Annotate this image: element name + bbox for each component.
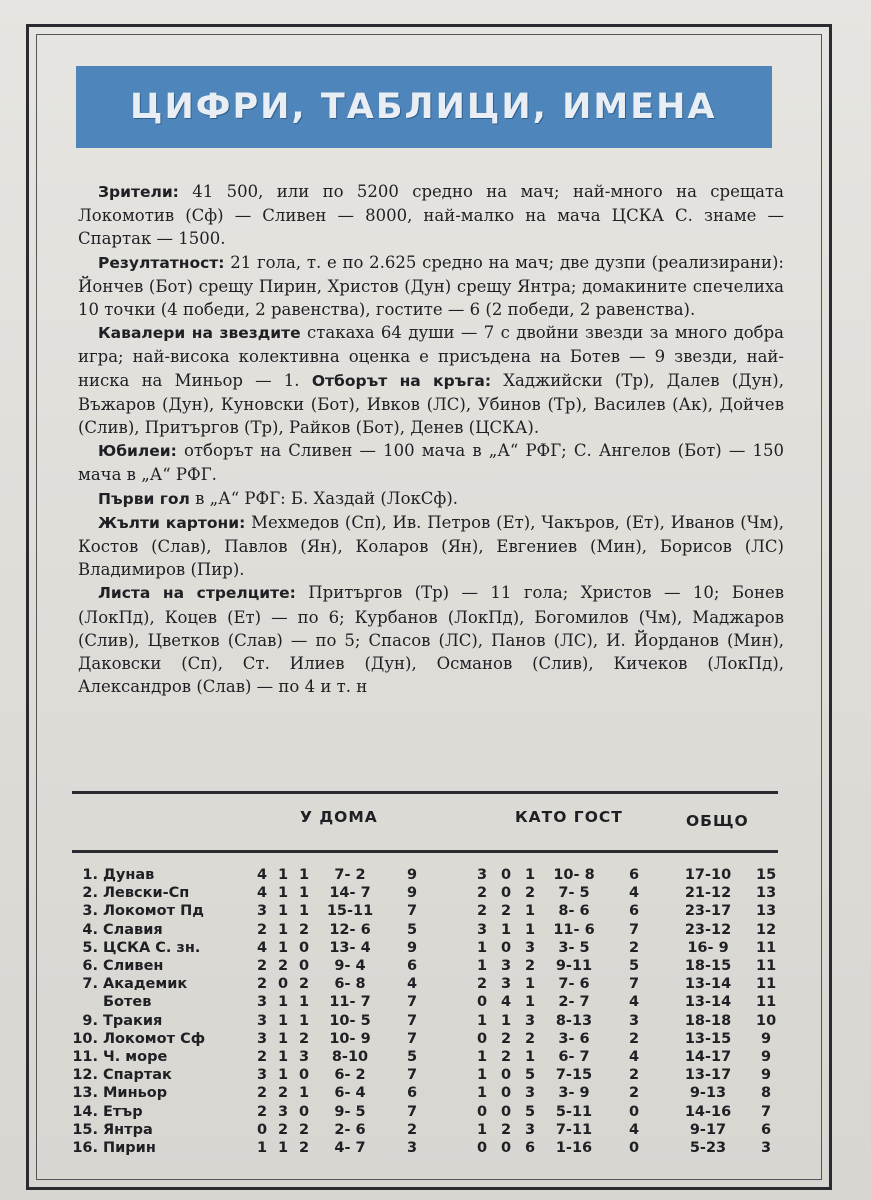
home-points: 7 xyxy=(406,1012,418,1029)
label-scorers: Листа на стрелците: xyxy=(98,584,296,603)
home-draws: 1 xyxy=(277,885,289,902)
table-top-rule xyxy=(72,791,778,794)
page-title: ЦИФРИ, ТАБЛИЦИ, ИМЕНА xyxy=(130,87,717,127)
away-points: 0 xyxy=(628,1140,640,1156)
total-points: 13 xyxy=(756,903,777,920)
home-goals: 10- 5 xyxy=(329,1012,371,1029)
away-wins: 0 xyxy=(476,1030,488,1047)
home-points: 9 xyxy=(406,867,418,883)
total-goals: 5-23 xyxy=(689,1140,727,1156)
away-draws: 1 xyxy=(500,921,512,938)
away-goals: 7-11 xyxy=(555,1121,593,1138)
home-points: 5 xyxy=(406,1049,418,1065)
total-points: 9 xyxy=(760,1030,772,1047)
home-draws: 1 xyxy=(277,903,289,920)
home-draws: 2 xyxy=(277,1085,289,1102)
away-draws: 1 xyxy=(500,1012,512,1029)
home-losses: 1 xyxy=(298,867,310,883)
away-losses: 6 xyxy=(524,1140,536,1156)
away-losses: 1 xyxy=(524,994,536,1011)
away-losses: 5 xyxy=(524,1067,536,1084)
away-losses: 1 xyxy=(524,867,536,883)
home-goals: 7- 2 xyxy=(334,867,366,883)
away-goals: 2- 7 xyxy=(558,994,590,1011)
table-row xyxy=(0,1066,871,1084)
total-points: 15 xyxy=(756,867,777,883)
home-goals: 4- 7 xyxy=(334,1140,366,1156)
away-goals: 7- 5 xyxy=(558,885,590,902)
home-wins: 4 xyxy=(256,939,268,956)
text-stars: стакаха 64 души — 7 с двойни звезди за много добра игра; най-висока колективна оценка е присъдена на Ботев — 9 звезди, най-ниска на Миньор — 1. xyxy=(78,323,785,390)
total-goals: 9-13 xyxy=(689,1085,727,1102)
table-row xyxy=(0,902,871,920)
total-goals: 13-14 xyxy=(684,976,732,993)
home-points: 7 xyxy=(406,1067,418,1084)
away-draws: 0 xyxy=(500,1067,512,1084)
text-yellow-cards: Мехмедов (Сп), Ив. Петров (Ет), Чакъров, (Ет), Иванов (Чм), Костов (Слав), Павлов (Ян), Коларов (Ян), Евгениев (Мин), Борисов (ЛС) Владимиров (Пир). xyxy=(78,512,784,580)
table-row xyxy=(0,1103,871,1121)
home-draws: 1 xyxy=(277,1140,289,1156)
total-points: 9 xyxy=(760,1049,772,1065)
away-points: 5 xyxy=(628,958,640,974)
table-row xyxy=(0,939,871,957)
team-name: Дунав xyxy=(103,867,155,883)
label-scoring: Резултатност: xyxy=(98,253,225,272)
away-losses: 1 xyxy=(524,921,536,938)
home-wins: 2 xyxy=(256,976,268,993)
home-points: 6 xyxy=(406,1085,418,1102)
team-rank: 12. xyxy=(72,1067,98,1084)
team-name: Янтра xyxy=(103,1121,153,1138)
home-losses: 2 xyxy=(298,1030,310,1047)
home-wins: 3 xyxy=(256,1030,268,1047)
away-wins: 0 xyxy=(476,1140,488,1156)
stats-article xyxy=(78,180,784,698)
total-goals: 13-15 xyxy=(684,1030,732,1047)
text-spectators: 41 500, или по 5200 средно на мач; най-много на срещата Локомотив (Сф) — Сливен — 8000, най-малко на мача ЦСКА С. знаме — Спартак — 1500. xyxy=(78,182,784,249)
away-losses: 1 xyxy=(524,976,536,993)
away-losses: 5 xyxy=(524,1103,536,1120)
away-wins: 2 xyxy=(476,976,488,993)
away-goals: 8- 6 xyxy=(558,903,590,920)
team-rank: 5. xyxy=(82,939,98,956)
away-points: 7 xyxy=(628,921,640,938)
team-name: Ч. море xyxy=(103,1049,168,1065)
home-losses: 2 xyxy=(298,921,310,938)
header-total: ОБЩО xyxy=(686,812,749,830)
home-points: 3 xyxy=(406,1140,418,1156)
label-first-goal: Първи гол xyxy=(98,489,190,508)
team-rank: 1. xyxy=(82,867,98,883)
total-points: 12 xyxy=(756,921,777,938)
team-rank: 4. xyxy=(82,921,98,938)
away-wins: 2 xyxy=(476,903,488,920)
total-goals: 9-17 xyxy=(689,1121,727,1138)
total-goals: 14-17 xyxy=(684,1049,732,1065)
home-losses: 1 xyxy=(298,1085,310,1102)
away-losses: 1 xyxy=(524,903,536,920)
title-banner xyxy=(76,66,772,148)
away-losses: 3 xyxy=(524,1085,536,1102)
away-wins: 1 xyxy=(476,1049,488,1065)
home-goals: 10- 9 xyxy=(329,1030,371,1047)
total-points: 11 xyxy=(756,994,777,1011)
home-wins: 2 xyxy=(256,1049,268,1065)
away-wins: 3 xyxy=(476,921,488,938)
home-losses: 0 xyxy=(298,1103,310,1120)
home-wins: 2 xyxy=(256,1085,268,1102)
home-points: 9 xyxy=(406,939,418,956)
away-losses: 2 xyxy=(524,885,536,902)
home-wins: 4 xyxy=(256,885,268,902)
team-rank: 15. xyxy=(72,1121,98,1138)
table-row xyxy=(0,957,871,975)
home-losses: 1 xyxy=(298,994,310,1011)
away-points: 2 xyxy=(628,1030,640,1047)
away-points: 3 xyxy=(628,1012,640,1029)
team-name: Локомот Пд xyxy=(103,903,204,920)
text-scorers: Притъргов (Тр) — 11 гола; Христов — 10; Бонев (ЛокПд), Коцев (Ет) — по 6; Курбанов (ЛокПд), Богомилов (Чм), Маджаров (Слив), Цветков (Слав) — по 5; Спасов (ЛС), Панов (ЛС), И. Йорданов (Мин), Даковски (Сп), Ст. Илиев (Дун), Османов (Слив), Кичеков (ЛокПд), Александров (Слав) — по 4 и т. н xyxy=(78,583,784,697)
away-goals: 7- 6 xyxy=(558,976,590,993)
home-losses: 1 xyxy=(298,1012,310,1029)
paragraph-spectators xyxy=(78,180,784,251)
home-wins: 4 xyxy=(256,867,268,883)
home-draws: 1 xyxy=(277,1012,289,1029)
home-wins: 2 xyxy=(256,958,268,974)
away-draws: 3 xyxy=(500,976,512,993)
total-goals: 18-18 xyxy=(684,1012,732,1029)
home-points: 5 xyxy=(406,921,418,938)
team-rank: 14. xyxy=(72,1103,98,1120)
away-losses: 2 xyxy=(524,958,536,974)
home-losses: 0 xyxy=(298,939,310,956)
paragraph-jubilees xyxy=(78,439,784,486)
away-draws: 0 xyxy=(500,939,512,956)
table-row xyxy=(0,1048,871,1066)
away-wins: 1 xyxy=(476,958,488,974)
home-losses: 2 xyxy=(298,976,310,993)
away-draws: 0 xyxy=(500,867,512,883)
label-stars: Кавалери на звездите xyxy=(98,324,301,343)
home-draws: 1 xyxy=(277,867,289,883)
text-jubilees: отборът на Сливен — 100 мача в „А“ РФГ; С. Ангелов (Бот) — 150 мача в „А“ РФГ. xyxy=(78,441,784,485)
table-row xyxy=(0,1084,871,1102)
team-name: Тракия xyxy=(103,1012,163,1029)
text-team-of-round: Хаджийски (Тр), Далев (Дун), Въжаров (Дун), Куновски (Бот), Ивков (ЛС), Убинов (Тр), Василев (Ак), Дойчев (Слив), Притъргов (Тр), Райков (Бот), Денев (ЦСКА). xyxy=(78,370,784,438)
table-row xyxy=(0,975,871,993)
total-goals: 13-17 xyxy=(684,1067,732,1084)
team-rank: 16. xyxy=(72,1140,98,1156)
home-goals: 6- 4 xyxy=(334,1085,366,1102)
total-points: 3 xyxy=(760,1140,772,1156)
away-points: 4 xyxy=(628,1121,640,1138)
label-yellow-cards: Жълти картони: xyxy=(98,513,246,532)
home-draws: 1 xyxy=(277,1067,289,1084)
away-wins: 1 xyxy=(476,1012,488,1029)
table-row xyxy=(0,921,871,939)
away-losses: 3 xyxy=(524,939,536,956)
table-row xyxy=(0,1012,871,1030)
team-name: ЦСКА С. зн. xyxy=(103,939,201,956)
home-wins: 0 xyxy=(256,1121,268,1138)
home-draws: 1 xyxy=(277,1030,289,1047)
away-draws: 0 xyxy=(500,1140,512,1156)
away-goals: 1-16 xyxy=(555,1140,593,1156)
team-name: Славия xyxy=(103,921,163,938)
away-draws: 0 xyxy=(500,885,512,902)
home-goals: 12- 6 xyxy=(329,921,371,938)
table-row xyxy=(0,1139,871,1157)
table-row xyxy=(0,1121,871,1139)
table-row xyxy=(0,866,871,884)
team-name: Пирин xyxy=(103,1140,156,1156)
away-draws: 3 xyxy=(500,958,512,974)
away-draws: 4 xyxy=(500,994,512,1011)
team-name: Миньор xyxy=(103,1085,168,1102)
team-rank: 9. xyxy=(82,1012,98,1029)
away-goals: 3- 5 xyxy=(558,939,590,956)
team-name: Етър xyxy=(103,1103,143,1120)
total-points: 8 xyxy=(760,1085,772,1102)
home-wins: 2 xyxy=(256,921,268,938)
total-points: 7 xyxy=(760,1103,772,1120)
away-points: 0 xyxy=(628,1103,640,1120)
away-wins: 0 xyxy=(476,994,488,1011)
total-goals: 16- 9 xyxy=(687,939,729,956)
home-goals: 2- 6 xyxy=(334,1121,366,1138)
home-goals: 8-10 xyxy=(331,1049,369,1065)
home-points: 7 xyxy=(406,1030,418,1047)
home-points: 4 xyxy=(406,976,418,993)
label-team-of-round: Отборът на кръга: xyxy=(299,371,492,390)
home-draws: 2 xyxy=(277,1121,289,1138)
team-rank: 3. xyxy=(82,903,98,920)
away-draws: 0 xyxy=(500,1085,512,1102)
total-points: 9 xyxy=(760,1067,772,1084)
home-losses: 0 xyxy=(298,958,310,974)
home-losses: 2 xyxy=(298,1121,310,1138)
table-row xyxy=(0,993,871,1011)
home-points: 2 xyxy=(406,1121,418,1138)
home-wins: 3 xyxy=(256,994,268,1011)
away-draws: 2 xyxy=(500,1049,512,1065)
home-wins: 2 xyxy=(256,1103,268,1120)
total-points: 10 xyxy=(756,1012,777,1029)
paragraph-scoring xyxy=(78,251,784,322)
away-points: 4 xyxy=(628,1049,640,1065)
away-points: 2 xyxy=(628,1067,640,1084)
away-draws: 2 xyxy=(500,903,512,920)
total-goals: 13-14 xyxy=(684,994,732,1011)
paragraph-scorers xyxy=(78,581,784,698)
team-name: Левски-Сп xyxy=(103,885,190,902)
header-home: У ДОМА xyxy=(300,808,378,826)
home-draws: 3 xyxy=(277,1103,289,1120)
away-points: 2 xyxy=(628,1085,640,1102)
away-goals: 11- 6 xyxy=(553,921,595,938)
away-goals: 8-13 xyxy=(555,1012,593,1029)
away-losses: 3 xyxy=(524,1121,536,1138)
away-wins: 3 xyxy=(476,867,488,883)
away-goals: 10- 8 xyxy=(553,867,595,883)
away-goals: 7-15 xyxy=(555,1067,593,1084)
home-points: 7 xyxy=(406,903,418,920)
table-header-rule xyxy=(72,850,778,853)
home-draws: 0 xyxy=(277,976,289,993)
away-losses: 3 xyxy=(524,1012,536,1029)
total-goals: 17-10 xyxy=(684,867,732,883)
away-points: 6 xyxy=(628,867,640,883)
total-goals: 21-12 xyxy=(684,885,732,902)
home-wins: 3 xyxy=(256,903,268,920)
away-draws: 2 xyxy=(500,1030,512,1047)
home-losses: 2 xyxy=(298,1140,310,1156)
table-row xyxy=(0,884,871,902)
away-wins: 1 xyxy=(476,939,488,956)
away-goals: 5-11 xyxy=(555,1103,593,1120)
team-rank: 2. xyxy=(82,885,98,902)
home-goals: 14- 7 xyxy=(329,885,371,902)
away-draws: 0 xyxy=(500,1103,512,1120)
home-goals: 6- 2 xyxy=(334,1067,366,1084)
away-losses: 1 xyxy=(524,1049,536,1065)
home-draws: 1 xyxy=(277,921,289,938)
total-goals: 23-12 xyxy=(684,921,732,938)
home-losses: 0 xyxy=(298,1067,310,1084)
home-goals: 6- 8 xyxy=(334,976,366,993)
total-points: 11 xyxy=(756,958,777,974)
home-goals: 15-11 xyxy=(326,903,374,920)
home-points: 9 xyxy=(406,885,418,902)
away-wins: 1 xyxy=(476,1067,488,1084)
total-points: 11 xyxy=(756,939,777,956)
away-goals: 9-11 xyxy=(555,958,593,974)
away-points: 2 xyxy=(628,939,640,956)
total-points: 6 xyxy=(760,1121,772,1138)
team-name: Спартак xyxy=(103,1067,172,1084)
home-draws: 1 xyxy=(277,939,289,956)
away-points: 6 xyxy=(628,903,640,920)
team-name: Локомот Сф xyxy=(103,1030,206,1047)
team-rank: 11. xyxy=(72,1049,98,1065)
team-rank: 13. xyxy=(72,1085,98,1102)
home-points: 6 xyxy=(406,958,418,974)
label-spectators: Зрители: xyxy=(98,183,179,201)
table-row xyxy=(0,1030,871,1048)
paragraph-yellow-cards xyxy=(78,511,784,582)
home-wins: 3 xyxy=(256,1067,268,1084)
away-goals: 3- 6 xyxy=(558,1030,590,1047)
total-goals: 14-16 xyxy=(684,1103,732,1120)
header-away: КАТО ГОСТ xyxy=(515,808,623,826)
total-points: 11 xyxy=(756,976,777,993)
home-losses: 1 xyxy=(298,903,310,920)
total-goals: 23-17 xyxy=(684,903,732,920)
home-draws: 1 xyxy=(277,1049,289,1065)
away-wins: 2 xyxy=(476,885,488,902)
away-goals: 6- 7 xyxy=(558,1049,590,1065)
away-losses: 2 xyxy=(524,1030,536,1047)
home-wins: 1 xyxy=(256,1140,268,1156)
home-points: 7 xyxy=(406,1103,418,1120)
home-points: 7 xyxy=(406,994,418,1011)
total-points: 13 xyxy=(756,885,777,902)
home-wins: 3 xyxy=(256,1012,268,1029)
text-first-goal: в „А“ РФГ: Б. Хаздай (ЛокСф). xyxy=(189,488,459,508)
away-goals: 3- 9 xyxy=(558,1085,590,1102)
away-points: 7 xyxy=(628,976,640,993)
home-losses: 1 xyxy=(298,885,310,902)
away-wins: 1 xyxy=(476,1085,488,1102)
paragraph-first-goal xyxy=(78,487,784,511)
team-rank: 10. xyxy=(72,1030,98,1047)
home-goals: 9- 4 xyxy=(334,958,366,974)
label-jubilees: Юбилеи: xyxy=(98,442,177,461)
away-wins: 1 xyxy=(476,1121,488,1138)
home-draws: 1 xyxy=(277,994,289,1011)
total-goals: 18-15 xyxy=(684,958,732,974)
team-name: Академик xyxy=(103,976,188,993)
home-losses: 3 xyxy=(298,1049,310,1065)
away-draws: 2 xyxy=(500,1121,512,1138)
paragraph-stars xyxy=(78,321,784,439)
team-name: Ботев xyxy=(103,994,152,1011)
away-points: 4 xyxy=(628,885,640,902)
home-goals: 13- 4 xyxy=(329,939,371,956)
away-points: 4 xyxy=(628,994,640,1011)
text-scoring: 21 гола, т. е по 2.625 средно на мач; две дузпи (реализирани): Йончев (Бот) срещу Пирин, Христов (Дун) срещу Янтра; домакините спечелиха 10 точки (4 победи, 2 равенства), гостите — 6 (2 победи, 2 равенства). xyxy=(78,252,784,320)
team-rank: 6. xyxy=(82,958,98,974)
team-name: Сливен xyxy=(103,958,164,974)
team-rank: 7. xyxy=(82,976,98,993)
away-wins: 0 xyxy=(476,1103,488,1120)
home-draws: 2 xyxy=(277,958,289,974)
home-goals: 11- 7 xyxy=(329,994,371,1011)
home-goals: 9- 5 xyxy=(334,1103,366,1120)
